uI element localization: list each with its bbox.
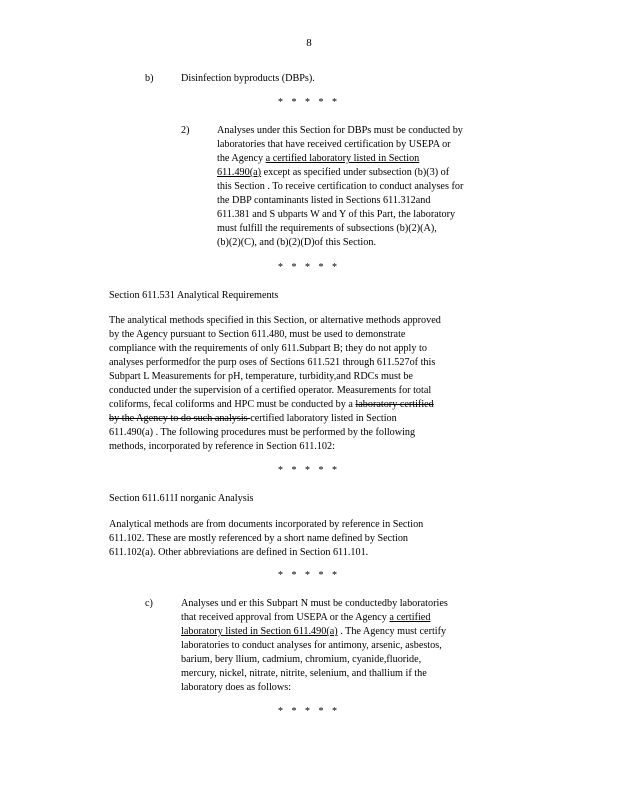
paragraph-line: Analyses und er this Subpart N must be conductedby laboratories (181, 598, 448, 609)
paragraph-line: that received approval from USEPA or the Agency a certified (181, 612, 431, 623)
section-break-stars: * * * * * (278, 262, 340, 273)
paragraph-line: coliforms, fecal coliforms and HPC must be conducted by a laboratory certified (109, 399, 434, 410)
struck-deletion: by the Agency to do such analysis (109, 413, 251, 424)
section-break-stars: * * * * * (278, 706, 340, 717)
section-break-stars: * * * * * (278, 465, 340, 476)
paragraph-line: 611.490(a) . The following procedures must be performed by the following (109, 427, 416, 438)
struck-deletion: laboratory certified (355, 399, 434, 410)
item-b-text: Disinfection byproducts (DBPs). (181, 73, 315, 84)
paragraph-line: the Agency a certified laboratory listed in Section (217, 153, 420, 164)
paragraph-line: 611.102(a). Other abbreviations are defined in Section 611.101. (109, 547, 369, 558)
paragraph-line: conducted under the supervision of a certified operator. Measurements for total (109, 385, 432, 396)
underlined-insertion: a certified laboratory listed in Section (265, 153, 420, 164)
underlined-insertion: a certified (389, 612, 431, 623)
section-611-heading: Section 611.611I norganic Analysis (109, 493, 254, 504)
underlined-insertion: laboratory listed in Section 611.490(a) (181, 626, 338, 637)
paragraph-line: The analytical methods specified in this Section, or alternative methods approved (109, 315, 441, 326)
paragraph-line: barium, bery llium, cadmium, chromium, cyanide,fluoride, (181, 654, 422, 665)
paragraph-line: compliance with the requirements of only 611.Subpart B; they do not apply to (109, 343, 427, 354)
paragraph-line: laboratories to conduct analyses for antimony, arsenic, asbestos, (181, 640, 442, 651)
section-531-heading: Section 611.531 Analytical Requirements (109, 290, 279, 301)
paragraph-line: (b)(2)(C), and (b)(2)(D)of this Section. (217, 237, 376, 248)
paragraph-line: Analyses under this Section for DBPs must be conducted by (217, 125, 463, 136)
page-number: 8 (306, 37, 312, 49)
paragraph-line: by the Agency pursuant to Section 611.480, must be used to demonstrate (109, 329, 406, 340)
paragraph-line: 611.490(a) except as specified under subsection (b)(3) of (217, 167, 450, 178)
paragraph-line: mercury, nickel, nitrate, nitrite, selenium, and thallium if the (181, 668, 427, 679)
underlined-insertion: 611.490(a) (217, 167, 262, 178)
paragraph-line: laboratory listed in Section 611.490(a) . The Agency must certify (181, 626, 447, 637)
paragraph-line: Subpart L Measurements for pH, temperature, turbidity,and RDCs must be (109, 371, 413, 382)
paragraph-line: analyses performedfor the purp oses of Sections 611.521 through 611.527of this (109, 357, 436, 368)
paragraph-line: must fulfill the requirements of subsections (b)(2)(A), (217, 223, 437, 234)
paragraph-line: Analytical methods are from documents incorporated by reference in Section (109, 519, 424, 530)
paragraph-line: laboratories that have received certification by USEPA or (217, 139, 451, 150)
paragraph-line: the DBP contaminants listed in Sections 611.312and (217, 195, 431, 206)
paragraph-line: methods, incorporated by reference in Section 611.102: (109, 441, 335, 452)
paragraph-line: this Section . To receive certification to conduct analyses for (217, 181, 464, 192)
item-c-label: c) (145, 598, 153, 609)
section-break-stars: * * * * * (278, 97, 340, 108)
item-2-label: 2) (181, 125, 190, 136)
paragraph-line: 611.381 and S ubparts W and Y of this Part, the laboratory (217, 209, 456, 220)
item-b-label: b) (145, 73, 154, 84)
paragraph-line: 611.102. These are mostly referenced by a short name defined by Section (109, 533, 409, 544)
section-break-stars: * * * * * (278, 570, 340, 581)
paragraph-line: by the Agency to do such analysis certified laboratory listed in Section (109, 413, 397, 424)
paragraph-line: laboratory does as follows: (181, 682, 292, 693)
